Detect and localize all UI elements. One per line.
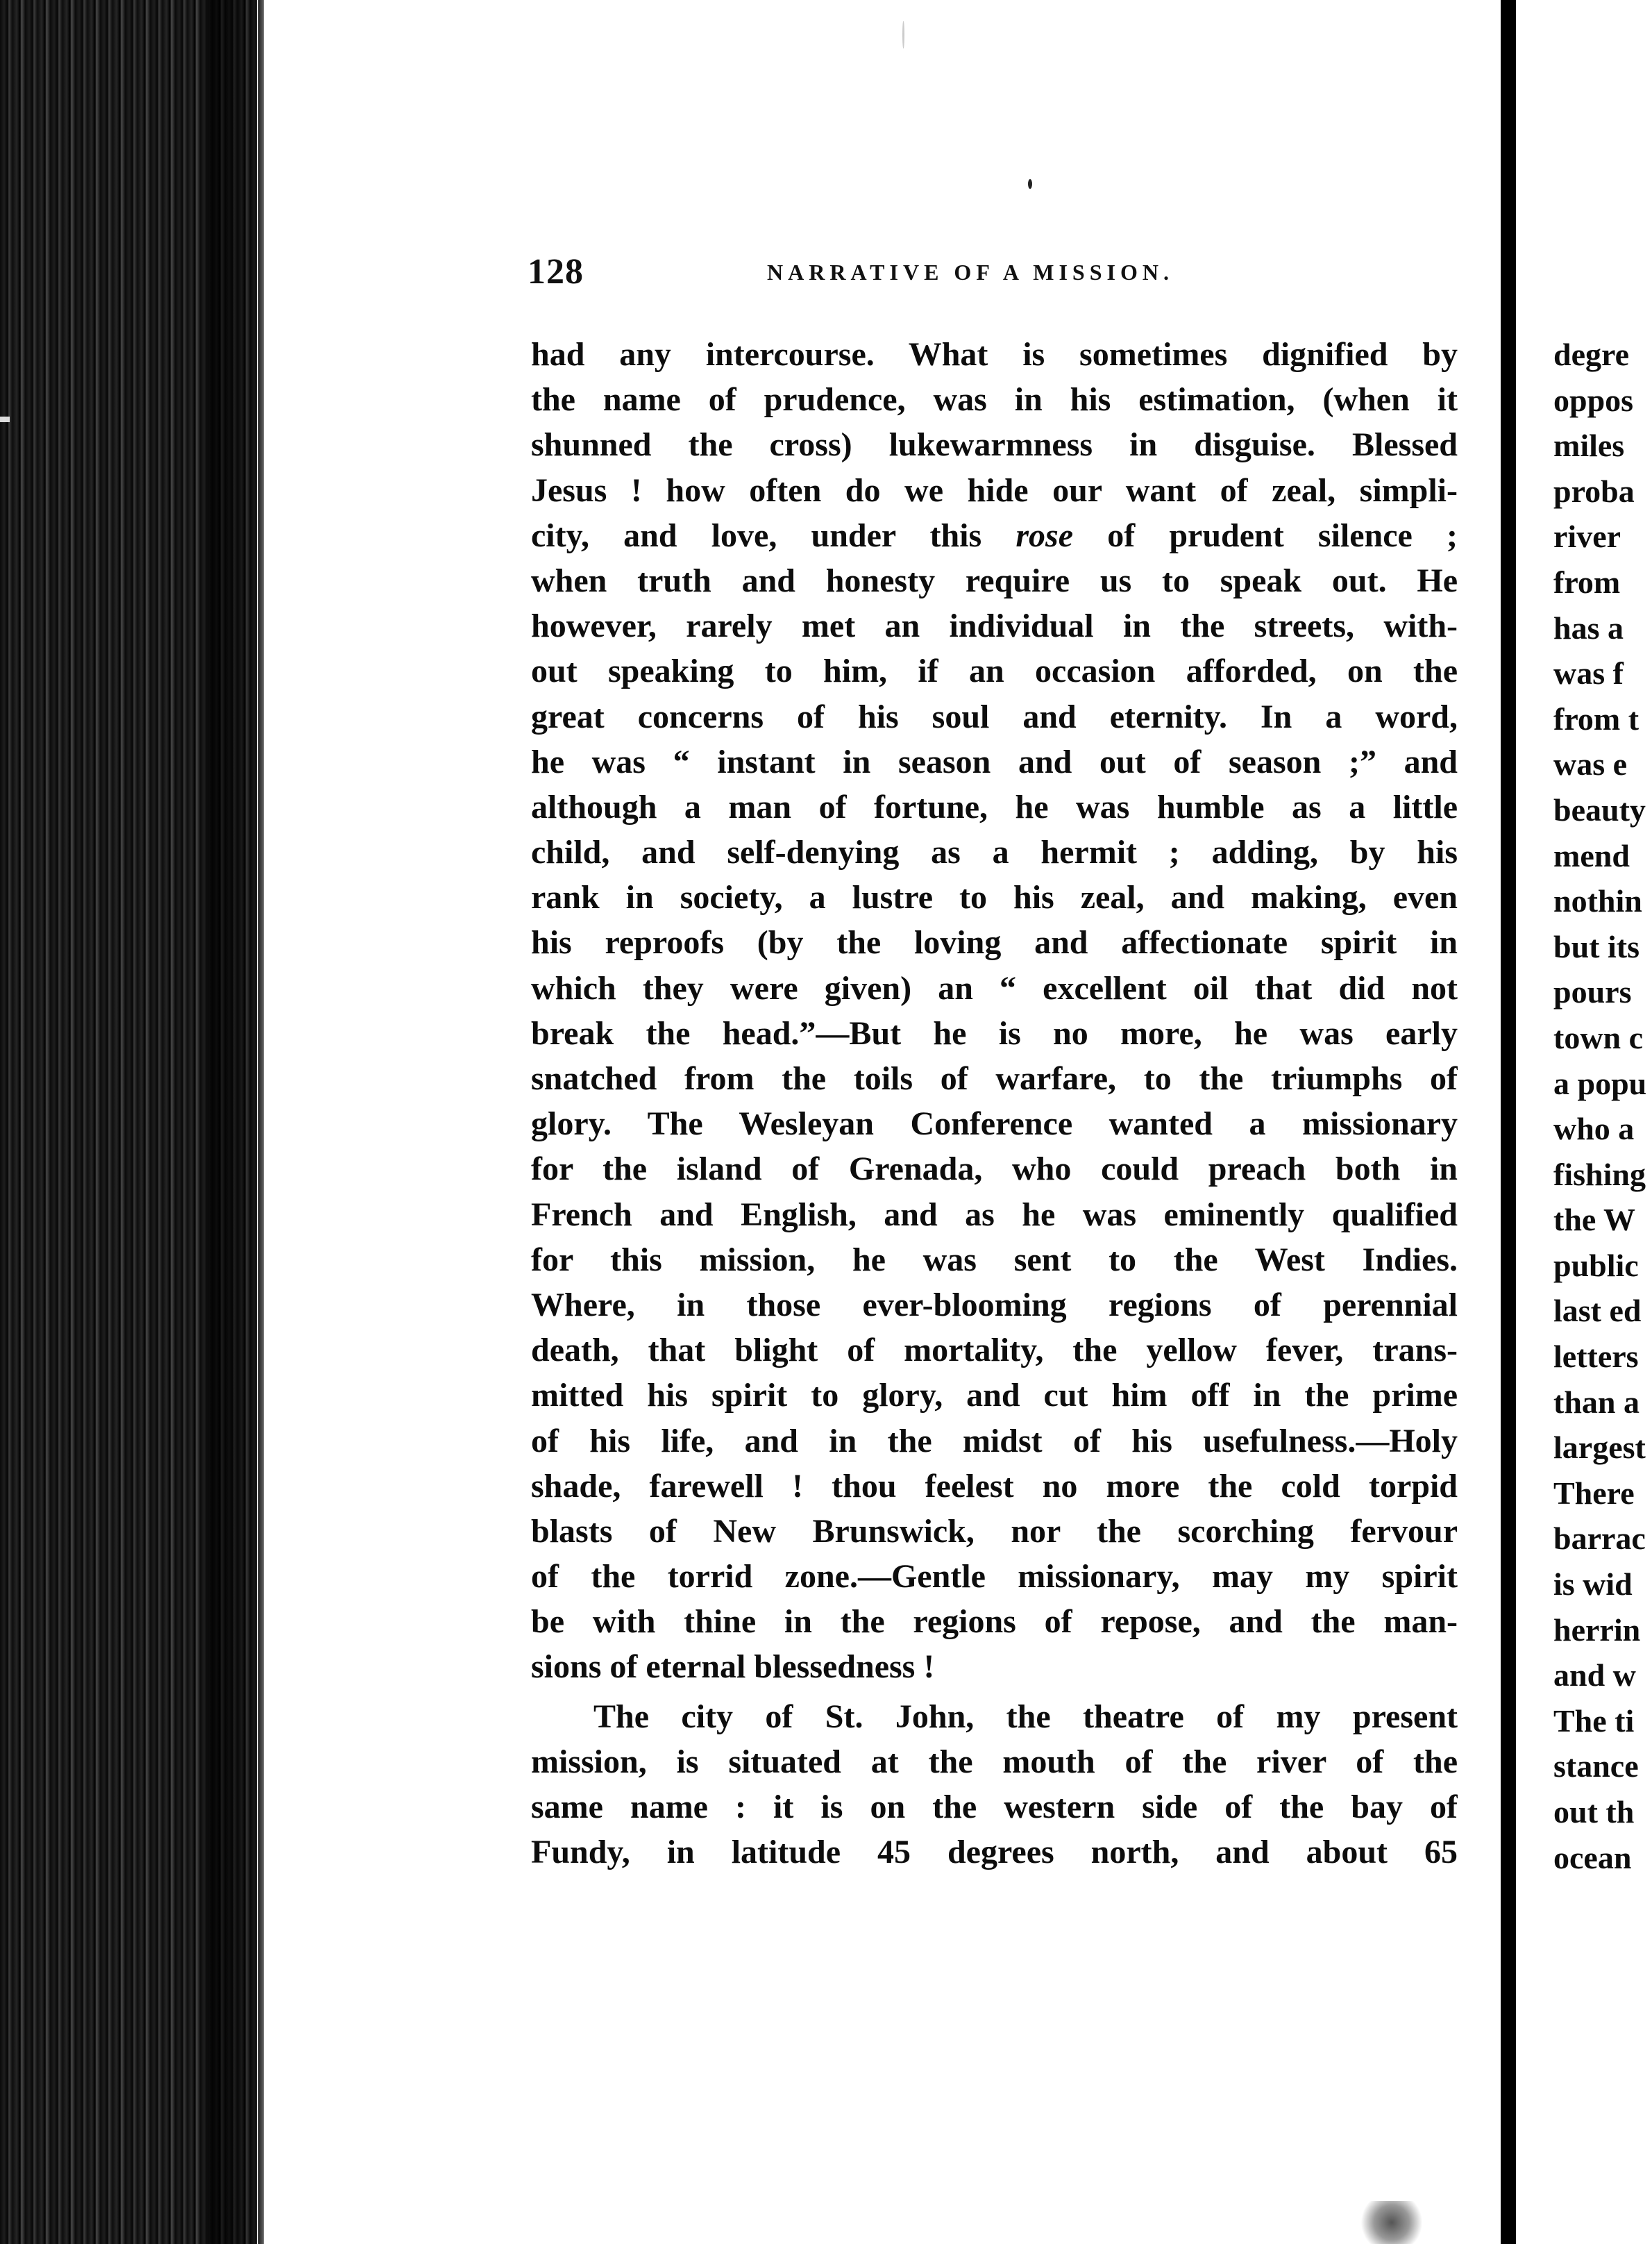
facing-page-line-fragment: oppos <box>1553 382 1634 418</box>
facing-page-line-fragment: was f <box>1553 655 1624 692</box>
edge-shadow <box>208 0 264 2244</box>
facing-page-line-fragment: and w <box>1553 1657 1636 1693</box>
text-line: however, rarely met an individual in the streets, with- <box>531 608 1458 645</box>
text-line: rank in society, a lustre to his zeal, and making, even <box>531 879 1458 916</box>
facing-page-line-fragment: than a <box>1553 1384 1640 1420</box>
facing-page-line-fragment: town c <box>1553 1019 1644 1055</box>
text-line: he was “ instant in season and out of season ;” and <box>531 743 1458 780</box>
facing-page-line-fragment: was e <box>1553 746 1628 782</box>
ink-speck <box>1028 179 1032 189</box>
text-line: sions of eternal blessedness ! <box>531 1648 935 1686</box>
text-line: great concerns of his soul and eternity. In a word, <box>531 698 1458 735</box>
text-line: child, and self-denying as a hermit ; adding, by his <box>531 834 1458 871</box>
facing-page-line-fragment: a popu <box>1553 1065 1647 1101</box>
text-line: French and English, and as he was eminently qualified <box>531 1196 1458 1233</box>
facing-page-line-fragment: letters <box>1553 1339 1639 1375</box>
italic-word: rose <box>1015 517 1074 554</box>
facing-page-line-fragment: stance <box>1553 1748 1639 1784</box>
facing-page-line-fragment: largest <box>1553 1430 1646 1466</box>
facing-page-line-fragment: degre <box>1553 337 1630 372</box>
text-line: for the island of Grenada, who could preach both in <box>531 1150 1458 1188</box>
facing-page-line-fragment: the W <box>1553 1202 1635 1238</box>
facing-page-line-fragment: miles <box>1553 428 1625 464</box>
text-line: blasts of New Brunswick, nor the scorching fervour <box>531 1512 1458 1550</box>
text-line: mission, is situated at the mouth of the river of the <box>531 1743 1458 1780</box>
facing-page-line-fragment: fishing <box>1553 1156 1646 1192</box>
page-smudge <box>1354 2201 1430 2244</box>
text-line: snatched from the toils of warfare, to the triumphs of <box>531 1060 1458 1097</box>
facing-page-line-fragment: river <box>1553 519 1621 555</box>
text-line: his reproofs (by the loving and affectionate spirit in <box>531 924 1458 962</box>
facing-page-line-fragment: mend <box>1553 837 1630 873</box>
book-gutter <box>1501 0 1516 2244</box>
facing-page-line-fragment: There <box>1553 1475 1635 1511</box>
facing-page-line-fragment: The ti <box>1553 1702 1635 1739</box>
facing-page-line-fragment: beauty <box>1553 792 1646 828</box>
text-line: out speaking to him, if an occasion afforded, on the <box>531 653 1458 690</box>
text-line: shunned the cross) lukewarmness in disguise. Blessed <box>531 426 1458 464</box>
text-line: for this mission, he was sent to the West Indies. <box>531 1241 1458 1278</box>
edge-mark <box>0 417 10 422</box>
text-line: of the torrid zone.—Gentle missionary, may my spirit <box>531 1558 1458 1596</box>
facing-page-line-fragment: pours <box>1553 974 1632 1010</box>
page-number: 128 <box>528 252 584 292</box>
ink-speck <box>902 21 904 49</box>
text-line: which they were given) an “ excellent oil that did not <box>531 969 1458 1007</box>
text-line: had any intercourse. What is sometimes dignified by <box>531 336 1458 373</box>
text-line: Where, in those ever-blooming regions of perennial <box>531 1286 1458 1323</box>
text-line: Fundy, in latitude 45 degrees north, and about 65 <box>531 1834 1458 1871</box>
facing-page-line-fragment: proba <box>1553 473 1635 509</box>
text-line: shade, farewell ! thou feelest no more the cold torpid <box>531 1467 1458 1505</box>
running-title: NARRATIVE OF A MISSION. <box>767 260 1174 285</box>
text-line: be with thine in the regions of repose, and the man- <box>531 1603 1458 1641</box>
facing-page-line-fragment: last ed <box>1553 1293 1642 1329</box>
text-line: the name of prudence, was in his estimation, (when it <box>531 381 1458 419</box>
text-line: same name : it is on the western side of the bay of <box>531 1789 1458 1825</box>
facing-page-line-fragment: barrac <box>1553 1521 1646 1557</box>
facing-page-line-fragment: from t <box>1553 701 1640 737</box>
facing-page-line-fragment: public <box>1553 1247 1639 1283</box>
text-line: city, and love, under this rose of prudent silence ; <box>531 517 1458 554</box>
text-line: death, that blight of mortality, the yellow fever, trans- <box>531 1332 1458 1369</box>
text-line: Jesus ! how often do we hide our want of zeal, simpli- <box>531 471 1458 509</box>
facing-page-line-fragment: who a <box>1553 1111 1635 1147</box>
facing-page-text <box>1553 332 1652 1880</box>
facing-page-line-fragment: from <box>1553 564 1621 600</box>
facing-page-line-fragment: out th <box>1553 1794 1635 1829</box>
facing-page-line-fragment: herrin <box>1553 1611 1641 1648</box>
text-line: of his life, and in the midst of his usefulness.—Holy <box>531 1422 1458 1459</box>
running-head <box>528 251 1291 300</box>
facing-page-line-fragment: ocean <box>1553 1839 1632 1875</box>
text-line: when truth and honesty require us to speak out. He <box>531 562 1458 599</box>
text-line: although a man of fortune, he was humble as a little <box>531 788 1458 826</box>
facing-page-line-fragment: is wid <box>1553 1566 1633 1602</box>
text-line: glory. The Wesleyan Conference wanted a missionary <box>531 1105 1458 1143</box>
text-line: break the head.”—But he is no more, he was early <box>531 1014 1458 1052</box>
main-text-block <box>531 332 1458 1875</box>
text-line: The city of St. John, the theatre of my present <box>593 1698 1458 1735</box>
text-line: mitted his spirit to glory, and cut him off in the prime <box>531 1377 1458 1414</box>
facing-page-line-fragment: nothin <box>1553 883 1642 919</box>
facing-page-line-fragment: but its <box>1553 928 1640 964</box>
facing-page-line-fragment: has a <box>1553 610 1624 646</box>
